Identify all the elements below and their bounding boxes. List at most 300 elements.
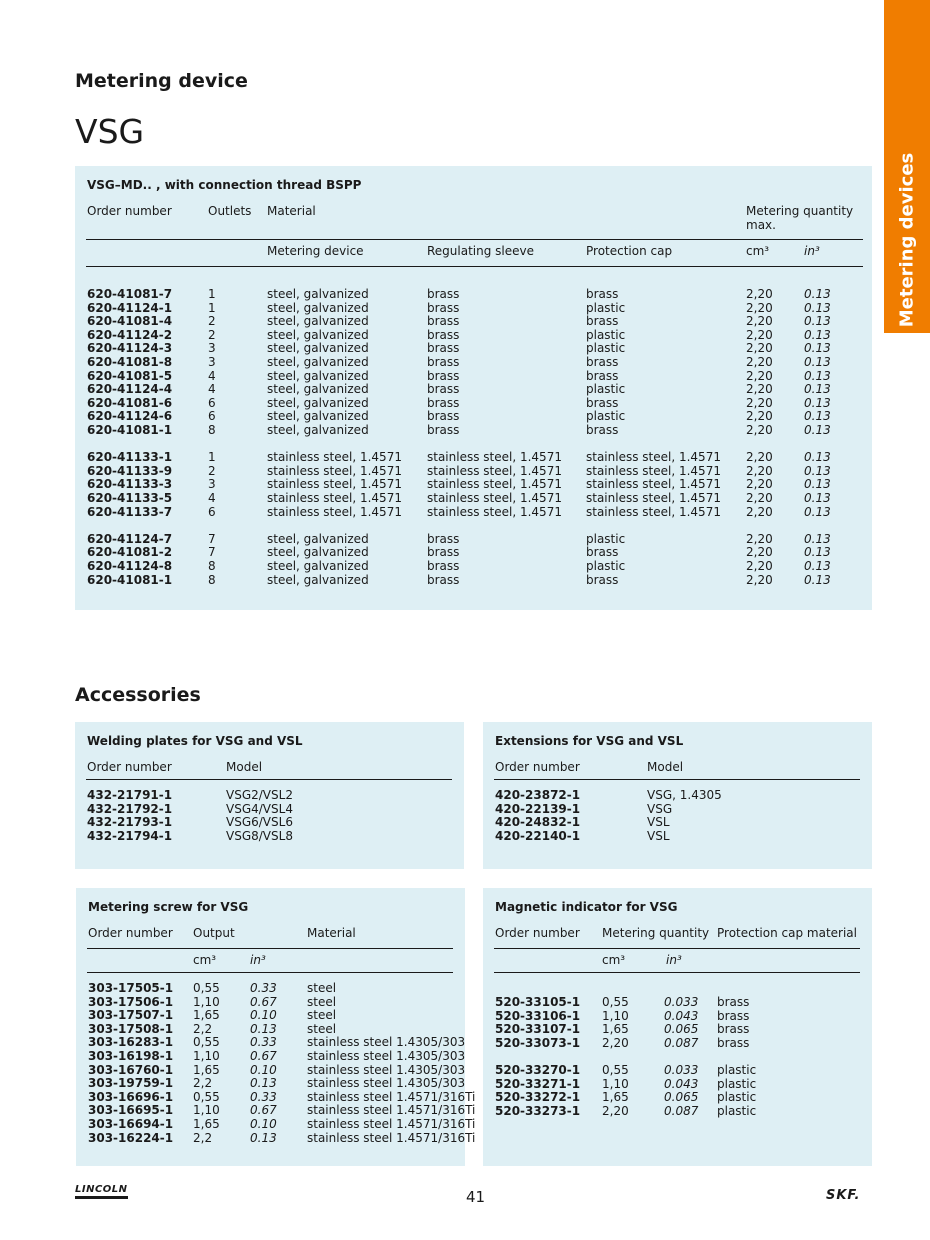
cell-protection-cap: brass — [586, 423, 619, 437]
cell-cm3: 2,20 — [746, 545, 773, 560]
cell-order-number: 620-41081-1 — [87, 572, 173, 587]
cell-order-number: 620-41081-5 — [87, 368, 173, 383]
table-row — [483, 1036, 872, 1050]
magnetic-panel — [483, 888, 872, 1166]
extensions-header-model: Model — [647, 760, 684, 774]
table-row — [76, 1063, 465, 1077]
cell-order-number: 420-24832-1 — [495, 815, 581, 830]
screw-header-output: Output — [193, 926, 235, 940]
cell-order-number: 420-23872-1 — [495, 788, 581, 802]
cell-outlets: 8 — [208, 559, 216, 573]
cell-cm3: 1,10 — [602, 1076, 629, 1091]
cell-outlets: 4 — [208, 368, 216, 383]
cell-metering-device: stainless steel, 1.4571 — [267, 450, 402, 465]
cell-outlets: 4 — [208, 491, 216, 505]
cell-outlets: 8 — [208, 423, 216, 437]
header-rule-bottom — [86, 266, 863, 267]
welding-header-order-number: Order number — [87, 760, 172, 774]
cell-cm3: 2,20 — [746, 355, 773, 369]
table-row — [76, 981, 465, 995]
table-row — [75, 464, 872, 478]
cell-cm3: 0,55 — [193, 981, 220, 995]
table-row — [76, 1103, 476, 1118]
cell-cap-material: plastic — [717, 1076, 757, 1091]
cell-outlets: 4 — [208, 382, 216, 397]
cell-cm3: 1,65 — [193, 1008, 220, 1023]
table-row — [76, 995, 465, 1009]
cell-order-number: 520-33107-1 — [495, 1022, 581, 1037]
cell-cm3: 2,20 — [746, 382, 773, 397]
cell-cm3: 2,20 — [746, 450, 773, 465]
cell-order-number: 620-41081-4 — [87, 314, 173, 329]
magnetic-header-rule-bottom — [494, 972, 860, 973]
cell-cap-material: brass — [717, 1022, 750, 1037]
cell-order-number: 620-41133-1 — [87, 450, 173, 465]
table-row — [75, 301, 872, 315]
cell-metering-device: steel, galvanized — [267, 423, 369, 437]
cell-in3: 0.033 — [664, 995, 699, 1009]
cell-regulating-sleeve: brass — [427, 327, 460, 342]
accessories-title: Accessories — [75, 684, 201, 706]
screw-header-in3: in³ — [250, 953, 266, 967]
cell-order-number: 520-33270-1 — [495, 1063, 581, 1077]
cell-cm3: 2,2 — [193, 1076, 213, 1091]
cell-protection-cap: plastic — [586, 409, 626, 424]
table-row — [483, 815, 872, 829]
cell-cap-material: plastic — [717, 1103, 757, 1118]
table-row — [75, 450, 872, 464]
cell-cm3: 0,55 — [193, 1089, 220, 1104]
cell-order-number: 620-41081-8 — [87, 355, 173, 369]
cell-protection-cap: stainless steel, 1.4571 — [586, 463, 721, 478]
cell-order-number: 620-41124-2 — [87, 327, 173, 342]
cell-cm3: 2,20 — [746, 572, 773, 587]
table-row — [75, 423, 872, 437]
main-table-panel — [75, 166, 872, 610]
header-outlets: Outlets — [208, 204, 252, 218]
cell-cm3: 0,55 — [602, 995, 629, 1009]
cell-material: stainless steel 1.4305/303 — [307, 1035, 466, 1050]
table-row — [75, 802, 464, 816]
cell-protection-cap: stainless steel, 1.4571 — [586, 504, 721, 519]
skf-logo: SKF. — [826, 1188, 861, 1203]
cell-order-number: 303-19759-1 — [88, 1076, 174, 1091]
cell-material: steel — [307, 1008, 337, 1023]
cell-cm3: 2,20 — [746, 423, 773, 437]
cell-model: VSG6/VSL6 — [226, 815, 293, 830]
cell-in3: 0.33 — [250, 981, 277, 995]
screw-table-body — [76, 981, 476, 1151]
cell-protection-cap: brass — [586, 368, 619, 383]
cell-in3: 0.13 — [804, 545, 831, 560]
cell-in3: 0.13 — [250, 1076, 277, 1091]
cell-material: stainless steel 1.4305/303 — [307, 1076, 466, 1091]
cell-in3: 0.13 — [804, 300, 831, 315]
cell-metering-device: steel, galvanized — [267, 327, 369, 342]
table-row — [76, 1117, 476, 1131]
page-number: 41 — [466, 1188, 486, 1206]
cell-cap-material: plastic — [717, 1090, 757, 1105]
cell-material: steel — [307, 994, 337, 1009]
magnetic-header-cap-material: Protection cap material — [717, 926, 857, 940]
cell-order-number: 620-41081-1 — [87, 423, 173, 437]
cell-cm3: 2,2 — [193, 1130, 213, 1145]
cell-metering-device: steel, galvanized — [267, 355, 369, 369]
cell-regulating-sleeve: brass — [427, 423, 460, 437]
cell-cap-material: brass — [717, 1035, 750, 1050]
table-row — [483, 1104, 872, 1118]
cell-in3: 0.13 — [804, 559, 831, 573]
cell-in3: 0.10 — [250, 1117, 277, 1131]
cell-order-number: 420-22139-1 — [495, 801, 581, 816]
cell-in3: 0.13 — [804, 531, 831, 546]
cell-outlets: 1 — [208, 450, 216, 465]
table-row — [75, 491, 872, 505]
cell-in3: 0.13 — [804, 409, 831, 424]
cell-in3: 0.13 — [804, 327, 831, 342]
cell-protection-cap: plastic — [586, 559, 626, 573]
cell-model: VSL — [647, 815, 670, 830]
cell-in3: 0.13 — [804, 314, 831, 329]
table-row — [75, 382, 872, 396]
cell-material: stainless steel 1.4571/316Ti — [307, 1117, 476, 1131]
header-order-number: Order number — [87, 204, 172, 218]
cell-metering-device: steel, galvanized — [267, 382, 369, 397]
cell-model: VSG — [647, 801, 673, 816]
cell-order-number: 520-33273-1 — [495, 1103, 581, 1118]
cell-cm3: 2,20 — [746, 491, 773, 505]
cell-model: VSG8/VSL8 — [226, 828, 293, 843]
extensions-header-rule — [494, 779, 860, 780]
header-in3: in³ — [804, 244, 820, 258]
header-protection-cap: Protection cap — [586, 244, 673, 258]
cell-in3: 0.087 — [664, 1103, 699, 1118]
cell-in3: 0.065 — [664, 1022, 699, 1037]
cell-metering-device: steel, galvanized — [267, 572, 369, 587]
cell-in3: 0.13 — [804, 368, 831, 383]
cell-in3: 0.065 — [664, 1090, 699, 1105]
cell-in3: 0.67 — [250, 1049, 277, 1063]
cell-regulating-sleeve: stainless steel, 1.4571 — [427, 504, 562, 519]
cell-protection-cap: stainless steel, 1.4571 — [586, 450, 721, 465]
table-row — [76, 1076, 465, 1090]
header-cm3: cm³ — [746, 244, 770, 258]
header-rule-top — [86, 239, 863, 240]
header-metering-quantity: Metering quantity — [746, 204, 854, 218]
cell-outlets: 6 — [208, 409, 216, 424]
cell-cm3: 1,10 — [193, 1049, 220, 1063]
screw-header-order-number: Order number — [88, 926, 173, 940]
cell-in3: 0.13 — [804, 287, 831, 301]
cell-model: VSG, 1.4305 — [647, 788, 722, 802]
cell-outlets: 3 — [208, 355, 216, 369]
header-material: Material — [267, 204, 316, 218]
cell-cm3: 2,20 — [746, 395, 773, 410]
welding-panel — [75, 722, 464, 869]
cell-order-number: 620-41081-6 — [87, 395, 173, 410]
cell-order-number: 620-41081-2 — [87, 545, 173, 560]
table-row — [75, 409, 872, 423]
cell-order-number: 303-16760-1 — [88, 1062, 174, 1077]
cell-metering-device: steel, galvanized — [267, 531, 369, 546]
table-row — [76, 1008, 465, 1022]
magnetic-header-rule-top — [494, 948, 860, 949]
cell-outlets: 1 — [208, 300, 216, 315]
cell-cm3: 2,20 — [602, 1103, 629, 1118]
cell-cm3: 1,65 — [602, 1022, 629, 1037]
cell-in3: 0.13 — [804, 463, 831, 478]
cell-cm3: 2,20 — [746, 559, 773, 573]
cell-order-number: 432-21794-1 — [87, 828, 173, 843]
table-row — [76, 1089, 476, 1104]
table-row — [76, 1035, 465, 1049]
page-subtitle: Metering device — [75, 70, 248, 92]
table-row — [483, 1022, 872, 1036]
cell-outlets: 2 — [208, 314, 216, 329]
welding-table-body — [75, 788, 464, 848]
cell-protection-cap: plastic — [586, 531, 626, 546]
table-row — [75, 505, 872, 519]
table-row — [76, 1130, 476, 1145]
cell-protection-cap: brass — [586, 287, 619, 301]
table-row — [75, 477, 872, 491]
table-row — [483, 788, 872, 802]
cell-cm3: 2,20 — [746, 341, 773, 356]
header-max: max. — [746, 218, 776, 232]
cell-metering-device: stainless steel, 1.4571 — [267, 504, 402, 519]
cell-order-number: 620-41133-3 — [87, 477, 173, 492]
cell-in3: 0.13 — [804, 382, 831, 397]
cell-material: steel — [307, 1021, 337, 1036]
welding-header-rule — [86, 779, 452, 780]
cell-order-number: 303-16696-1 — [88, 1089, 174, 1104]
cell-regulating-sleeve: brass — [427, 287, 460, 301]
cell-protection-cap: plastic — [586, 300, 626, 315]
magnetic-title: Magnetic indicator for VSG — [495, 900, 678, 914]
side-tab-label: Metering devices — [896, 152, 918, 328]
magnetic-header-in3: in³ — [666, 953, 682, 967]
cell-metering-device: steel, galvanized — [267, 287, 369, 301]
cell-regulating-sleeve: brass — [427, 545, 460, 560]
cell-order-number: 432-21792-1 — [87, 801, 173, 816]
table-row — [75, 369, 872, 383]
extensions-panel — [483, 722, 872, 869]
cell-outlets: 2 — [208, 327, 216, 342]
header-regulating-sleeve: Regulating sleeve — [427, 244, 535, 258]
cell-metering-device: steel, galvanized — [267, 559, 369, 573]
cell-regulating-sleeve: brass — [427, 382, 460, 397]
cell-in3: 0.13 — [804, 491, 831, 505]
cell-cm3: 1,10 — [193, 1103, 220, 1118]
cell-cap-material: plastic — [717, 1063, 757, 1077]
table-row — [75, 532, 872, 546]
cell-protection-cap: stainless steel, 1.4571 — [586, 477, 721, 492]
welding-title: Welding plates for VSG and VSL — [87, 734, 303, 748]
main-table-title: VSG–MD.. , with connection thread BSPP — [87, 178, 362, 192]
cell-protection-cap: brass — [586, 572, 619, 587]
cell-cm3: 0,55 — [602, 1063, 629, 1077]
cell-outlets: 6 — [208, 504, 216, 519]
cell-in3: 0.10 — [250, 1008, 277, 1023]
cell-cm3: 2,2 — [193, 1021, 213, 1036]
cell-in3: 0.67 — [250, 994, 277, 1009]
cell-order-number: 620-41124-3 — [87, 341, 173, 356]
table-row — [483, 829, 872, 843]
cell-cm3: 2,20 — [746, 368, 773, 383]
cell-order-number: 620-41124-4 — [87, 382, 173, 397]
cell-regulating-sleeve: brass — [427, 409, 460, 424]
cell-cm3: 2,20 — [746, 409, 773, 424]
table-row — [483, 1009, 872, 1023]
main-table-body — [75, 287, 872, 587]
table-row — [76, 1022, 465, 1036]
cell-material: stainless steel 1.4571/316Ti — [307, 1103, 476, 1118]
cell-order-number: 303-17506-1 — [88, 994, 174, 1009]
cell-outlets: 3 — [208, 341, 216, 356]
cell-regulating-sleeve: brass — [427, 314, 460, 329]
cell-metering-device: steel, galvanized — [267, 341, 369, 356]
cell-metering-device: steel, galvanized — [267, 395, 369, 410]
table-row — [75, 328, 872, 342]
cell-outlets: 6 — [208, 395, 216, 410]
cell-order-number: 520-33073-1 — [495, 1035, 581, 1050]
cell-order-number: 620-41124-8 — [87, 559, 173, 573]
cell-order-number: 620-41124-1 — [87, 300, 173, 315]
cell-cm3: 1,65 — [193, 1117, 220, 1131]
cell-order-number: 432-21793-1 — [87, 815, 173, 830]
cell-protection-cap: plastic — [586, 327, 626, 342]
cell-cap-material: brass — [717, 995, 750, 1009]
section-side-tab — [884, 0, 930, 333]
header-metering-device: Metering device — [267, 244, 364, 258]
cell-model: VSG4/VSL4 — [226, 801, 293, 816]
cell-in3: 0.13 — [804, 450, 831, 465]
cell-regulating-sleeve: stainless steel, 1.4571 — [427, 477, 562, 492]
cell-cm3: 1,10 — [193, 994, 220, 1009]
cell-outlets: 7 — [208, 545, 216, 560]
cell-order-number: 432-21791-1 — [87, 788, 173, 802]
cell-metering-device: stainless steel, 1.4571 — [267, 491, 402, 505]
magnetic-header-order-number: Order number — [495, 926, 580, 940]
lincoln-logo: LINCOLN — [75, 1184, 128, 1199]
screw-header-rule-bottom — [87, 972, 453, 973]
extensions-table-body — [483, 788, 872, 848]
table-row — [75, 829, 464, 843]
table-row — [75, 355, 872, 369]
table-row — [75, 287, 872, 301]
cell-in3: 0.043 — [664, 1076, 699, 1091]
cell-metering-device: stainless steel, 1.4571 — [267, 463, 402, 478]
cell-metering-device: steel, galvanized — [267, 368, 369, 383]
cell-cm3: 2,20 — [746, 327, 773, 342]
cell-cm3: 0,55 — [193, 1035, 220, 1050]
screw-title: Metering screw for VSG — [88, 900, 249, 914]
cell-protection-cap: plastic — [586, 382, 626, 397]
cell-material: stainless steel 1.4571/316Ti — [307, 1089, 476, 1104]
cell-order-number: 303-16695-1 — [88, 1103, 174, 1118]
screw-header-material: Material — [307, 926, 356, 940]
cell-order-number: 520-33105-1 — [495, 995, 581, 1009]
cell-regulating-sleeve: brass — [427, 559, 460, 573]
cell-regulating-sleeve: brass — [427, 531, 460, 546]
table-row — [75, 314, 872, 328]
cell-material: stainless steel 1.4305/303 — [307, 1062, 466, 1077]
cell-order-number: 303-17508-1 — [88, 1021, 174, 1036]
magnetic-header-metering-quantity: Metering quantity — [602, 926, 710, 940]
cell-regulating-sleeve: brass — [427, 355, 460, 369]
cell-metering-device: stainless steel, 1.4571 — [267, 477, 402, 492]
cell-order-number: 420-22140-1 — [495, 828, 581, 843]
cell-order-number: 303-16694-1 — [88, 1117, 174, 1131]
cell-outlets: 2 — [208, 463, 216, 478]
cell-order-number: 303-17505-1 — [88, 981, 174, 995]
cell-order-number: 303-16198-1 — [88, 1049, 174, 1063]
cell-order-number: 620-41124-7 — [87, 531, 173, 546]
cell-in3: 0.13 — [804, 423, 831, 437]
cell-in3: 0.13 — [804, 572, 831, 587]
cell-cm3: 2,20 — [746, 300, 773, 315]
cell-order-number: 303-17507-1 — [88, 1008, 174, 1023]
cell-order-number: 520-33271-1 — [495, 1076, 581, 1091]
cell-outlets: 8 — [208, 572, 216, 587]
cell-outlets: 1 — [208, 287, 216, 301]
table-row — [75, 545, 872, 559]
cell-regulating-sleeve: brass — [427, 300, 460, 315]
cell-in3: 0.087 — [664, 1035, 699, 1050]
cell-regulating-sleeve: brass — [427, 341, 460, 356]
cell-order-number: 620-41081-7 — [87, 287, 173, 301]
cell-in3: 0.13 — [804, 477, 831, 492]
welding-header-model: Model — [226, 760, 263, 774]
cell-in3: 0.33 — [250, 1089, 277, 1104]
cell-cm3: 1,10 — [602, 1008, 629, 1023]
table-row — [76, 1049, 465, 1063]
table-row — [483, 995, 872, 1009]
table-row — [483, 1063, 872, 1077]
cell-order-number: 303-16283-1 — [88, 1035, 174, 1050]
cell-protection-cap: brass — [586, 355, 619, 369]
cell-cm3: 2,20 — [746, 287, 773, 301]
cell-cm3: 2,20 — [746, 531, 773, 546]
cell-cap-material: brass — [717, 1008, 750, 1023]
cell-protection-cap: brass — [586, 314, 619, 329]
cell-regulating-sleeve: brass — [427, 368, 460, 383]
cell-in3: 0.13 — [804, 355, 831, 369]
cell-cm3: 2,20 — [746, 504, 773, 519]
cell-in3: 0.13 — [250, 1021, 277, 1036]
table-row — [483, 1077, 872, 1091]
cell-order-number: 520-33272-1 — [495, 1090, 581, 1105]
magnetic-header-cm3: cm³ — [602, 953, 626, 967]
table-row — [75, 815, 464, 829]
table-row — [75, 396, 872, 410]
table-row — [75, 341, 872, 355]
cell-regulating-sleeve: brass — [427, 395, 460, 410]
extensions-title: Extensions for VSG and VSL — [495, 734, 684, 748]
cell-protection-cap: brass — [586, 545, 619, 560]
screw-panel — [76, 888, 476, 1166]
cell-material: stainless steel 1.4305/303 — [307, 1049, 466, 1063]
cell-order-number: 303-16224-1 — [88, 1130, 174, 1145]
cell-in3: 0.67 — [250, 1103, 277, 1118]
cell-material: stainless steel 1.4571/316Ti — [307, 1130, 476, 1145]
table-row — [483, 1090, 872, 1104]
screw-header-cm3: cm³ — [193, 953, 217, 967]
screw-header-rule-top — [87, 948, 453, 949]
cell-order-number: 620-41124-6 — [87, 409, 173, 424]
cell-metering-device: steel, galvanized — [267, 545, 369, 560]
cell-metering-device: steel, galvanized — [267, 300, 369, 315]
